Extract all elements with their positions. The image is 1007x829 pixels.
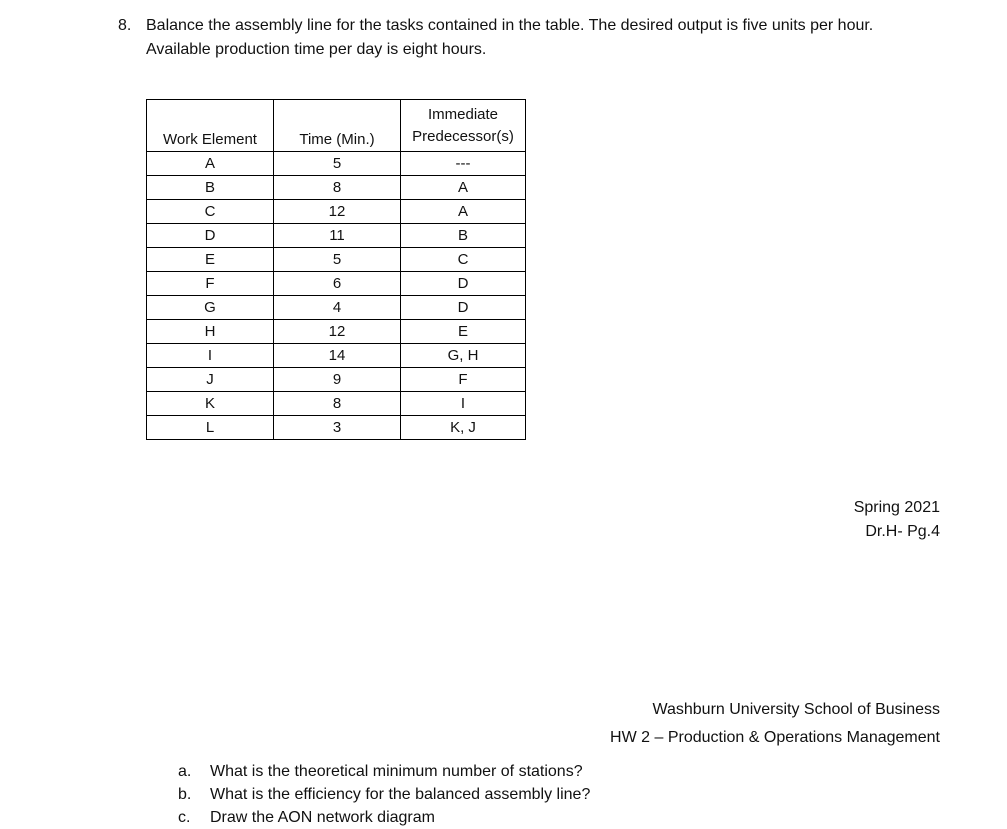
- cell-time: 9: [274, 368, 401, 392]
- cell-work-element: G: [147, 296, 274, 320]
- part-text: What is the efficiency for the balanced assembly line?: [210, 786, 591, 803]
- cell-work-element: K: [147, 392, 274, 416]
- table-row: [147, 200, 526, 224]
- table-row: [147, 272, 526, 296]
- table-row: [147, 320, 526, 344]
- cell-time: 8: [274, 176, 401, 200]
- cell-predecessor: E: [401, 320, 526, 344]
- cell-time: 6: [274, 272, 401, 296]
- cell-predecessor: C: [401, 248, 526, 272]
- table-row: [147, 248, 526, 272]
- header-predecessors-line2: Predecessor(s): [412, 128, 514, 145]
- cell-predecessor: I: [401, 392, 526, 416]
- part-letter: c.: [178, 809, 191, 826]
- cell-work-element: J: [147, 368, 274, 392]
- table-header-row: [147, 100, 526, 152]
- cell-time: 11: [274, 224, 401, 248]
- cell-predecessor: G, H: [401, 344, 526, 368]
- semester-label: Spring 2021: [853, 499, 940, 516]
- table-row: [147, 152, 526, 176]
- cell-predecessor: A: [401, 176, 526, 200]
- cell-predecessor: B: [401, 224, 526, 248]
- course-block: [610, 696, 940, 752]
- course-name: HW 2 – Production & Operations Management: [610, 729, 940, 746]
- header-time: Time (Min.): [274, 100, 401, 152]
- part-letter: b.: [178, 786, 192, 803]
- part-letter: a.: [178, 763, 192, 780]
- page-label: Dr.H- Pg.4: [865, 523, 940, 540]
- cell-predecessor: K, J: [401, 416, 526, 440]
- cell-time: 3: [274, 416, 401, 440]
- part-text: Draw the AON network diagram: [210, 809, 435, 826]
- cell-time: 4: [274, 296, 401, 320]
- school-name: Washburn University School of Business: [652, 701, 940, 718]
- table-row: [147, 368, 526, 392]
- cell-work-element: E: [147, 248, 274, 272]
- cell-predecessor: A: [401, 200, 526, 224]
- table-row: [147, 392, 526, 416]
- table-row: [147, 296, 526, 320]
- cell-time: 12: [274, 200, 401, 224]
- cell-work-element: C: [147, 200, 274, 224]
- cell-work-element: F: [147, 272, 274, 296]
- cell-predecessor: D: [401, 296, 526, 320]
- table-row: [147, 416, 526, 440]
- semester-block: [854, 496, 940, 544]
- cell-time: 5: [274, 152, 401, 176]
- table-row: [147, 344, 526, 368]
- table-row: [147, 176, 526, 200]
- cell-predecessor: ---: [401, 152, 526, 176]
- header-work-element: Work Element: [147, 100, 274, 152]
- cell-work-element: H: [147, 320, 274, 344]
- cell-work-element: D: [147, 224, 274, 248]
- cell-predecessor: D: [401, 272, 526, 296]
- table-row: [147, 224, 526, 248]
- part-text: What is the theoretical minimum number of stations?: [210, 763, 583, 780]
- cell-work-element: A: [147, 152, 274, 176]
- cell-work-element: B: [147, 176, 274, 200]
- cell-work-element: L: [147, 416, 274, 440]
- cell-predecessor: F: [401, 368, 526, 392]
- question-number: 8.: [118, 17, 132, 34]
- question-text: Balance the assembly line for the tasks contained in the table. The desired output is five units per hour. Available production time per day is eight hours.: [146, 17, 874, 58]
- header-predecessors: [401, 100, 526, 152]
- cell-time: 14: [274, 344, 401, 368]
- cell-time: 8: [274, 392, 401, 416]
- task-table: [146, 99, 526, 440]
- header-predecessors-line1: Immediate: [427, 106, 499, 123]
- cell-time: 5: [274, 248, 401, 272]
- table-body: [147, 152, 526, 440]
- cell-work-element: I: [147, 344, 274, 368]
- cell-time: 12: [274, 320, 401, 344]
